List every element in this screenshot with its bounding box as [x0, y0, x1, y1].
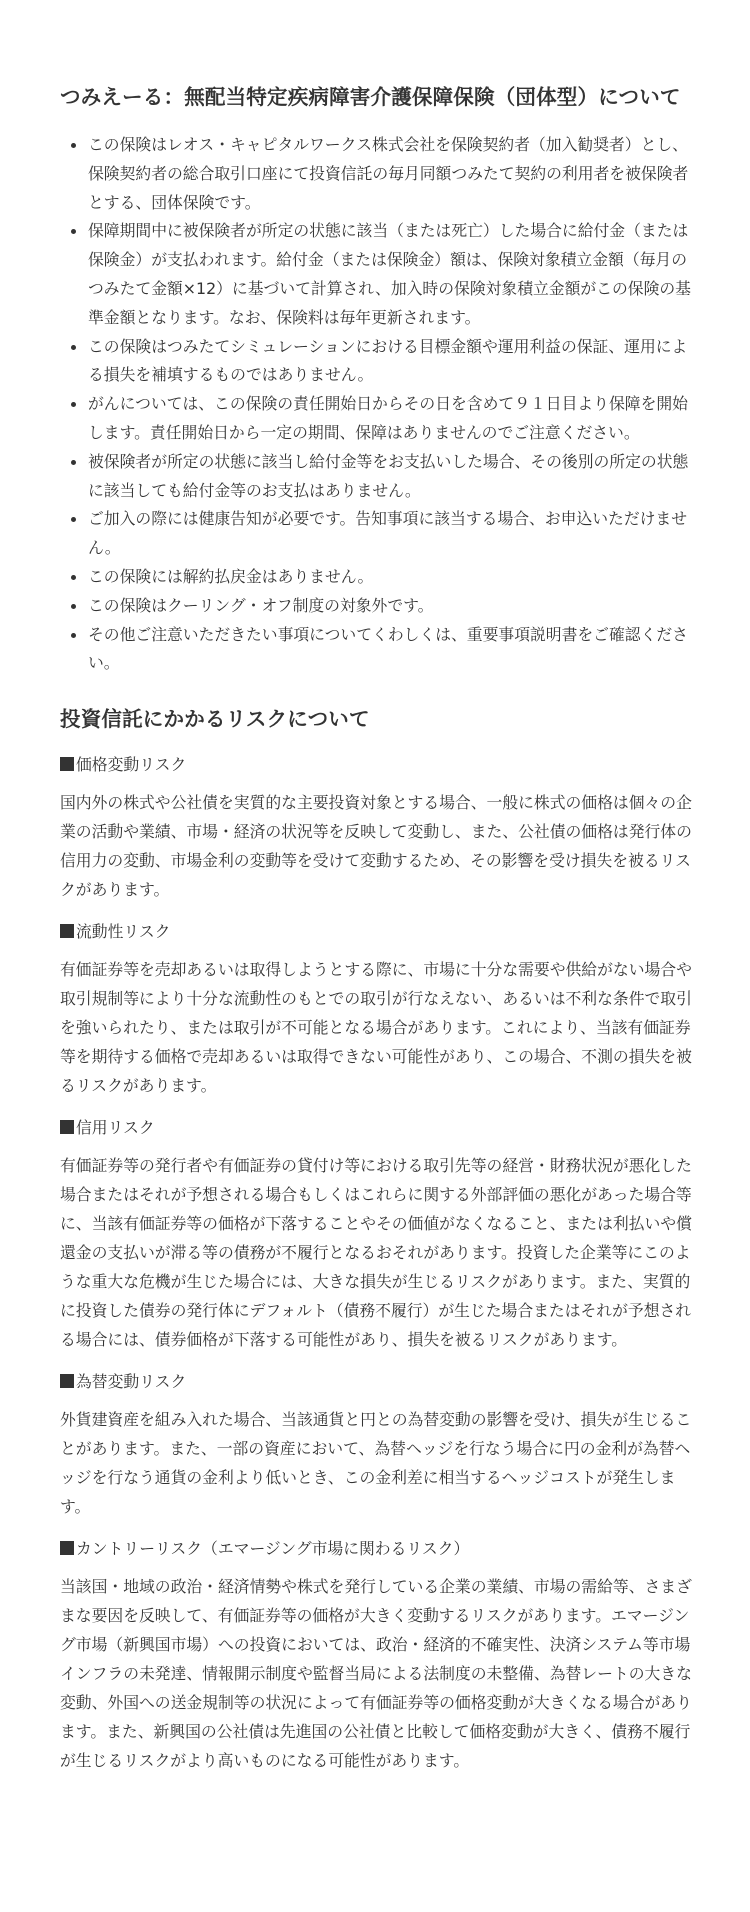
square-bullet-icon [60, 757, 74, 771]
risk-liquidity [60, 920, 694, 1100]
insurance-note: この保険はつみたてシミュレーションにおける目標金額や運用利益の保証、運用による損失を補填するものではありません。 [88, 333, 694, 391]
risk-description: 有価証券等を売却あるいは取得しようとする際に、市場に十分な需要や供給がない場合や取引規制等により十分な流動性のもとでの取引が行なえない、あるいは不利な条件で取引を強いられたり、または取引が不可能となる場合があります。これにより、当該有価証券等を期待する価格で売却あるいは取得できない可能性があり、この場合、不測の損失を被るリスクがあります。 [60, 960, 692, 1096]
square-bullet-icon [60, 1120, 74, 1134]
risk-description: 有価証券等の発行者や有価証券の貸付け等における取引先等の経営・財務状況が悪化した場合またはそれが予想される場合もしくはこれらに関する外部評価の悪化があった場合等に、当該有価証券等の価格が下落することやその価値がなくなること、または利払いや償還金の支払いが滞る等の債務が不履行となるおそれがあります。投資した企業等にこのような重大な危機が生じた場合には、大きな損失が生じるリスクがあります。また、実質的に投資した債券の発行体にデフォルト（債務不履行）が生じた場合またはそれが予想される場合には、債券価格が下落する可能性があり、損失を被るリスクがあります。 [60, 1156, 692, 1350]
risk-heading-label: 為替変動リスク [76, 1372, 187, 1392]
insurance-note: この保険はレオス・キャピタルワークス株式会社を保険契約者（加入勧奨者）とし、保険契約者の総合取引口座にて投資信託の毎月同額つみたて契約の利用者を被保険者とする、団体保険です。 [88, 131, 694, 217]
risk-heading [60, 1370, 694, 1394]
insurance-note: その他ご注意いただきたい事項についてくわしくは、重要事項説明書をご確認ください。 [88, 621, 694, 679]
risk-description: 国内外の株式や公社債を実質的な主要投資対象とする場合、一般に株式の価格は個々の企業の活動や業績、市場・経済の状況等を反映して変動し、また、公社債の価格は発行体の信用力の変動、市場金利の変動等を受けて変動するため、その影響を受け損失を被るリスクがあります。 [60, 793, 692, 900]
risk-heading [60, 1537, 694, 1561]
risk-credit [60, 1116, 694, 1354]
risk-country [60, 1537, 694, 1775]
risk-heading-label: 価格変動リスク [76, 755, 187, 775]
insurance-section-title: つみえーる：無配当特定疾病障害介護保障保険（団体型）について [60, 85, 681, 109]
insurance-note: 保障期間中に被保険者が所定の状態に該当（または死亡）した場合に給付金（または保険金）が支払われます。給付金（または保険金）額は、保険対象積立金額（毎月のつみたて金額×12）に基づいて計算され、加入時の保険対象積立金額がこの保険の基準金額となります。なお、保険料は毎年更新されます。 [88, 217, 694, 332]
insurance-note: 被保険者が所定の状態に該当し給付金等をお支払いした場合、その後別の所定の状態に該当しても給付金等のお支払はありません。 [88, 448, 694, 506]
insurance-notes-list [60, 131, 694, 678]
risk-heading [60, 1116, 694, 1140]
risk-price-fluctuation [60, 753, 694, 904]
square-bullet-icon [60, 1541, 74, 1555]
square-bullet-icon [60, 924, 74, 938]
insurance-note: ご加入の際には健康告知が必要です。告知事項に該当する場合、お申込いただけません。 [88, 505, 694, 563]
risk-heading [60, 920, 694, 944]
risk-heading-label: 流動性リスク [76, 922, 171, 942]
square-bullet-icon [60, 1374, 74, 1388]
risk-heading-label: カントリーリスク（エマージング市場に関わるリスク） [76, 1539, 470, 1559]
insurance-note: この保険には解約払戻金はありません。 [88, 563, 694, 592]
risk-section-title: 投資信託にかかるリスクについて [60, 707, 370, 732]
risk-description: 当該国・地域の政治・経済情勢や株式を発行している企業の業績、市場の需給等、さまざまな要因を反映して、有価証券等の価格が大きく変動するリスクがあります。エマージング市場（新興国市場）への投資においては、政治・経済的不確実性、決済システム等市場インフラの未発達、情報開示制度や監督当局による法制度の未整備、為替レートの大きな変動、外国への送金規制等の状況によって有価証券等の価格変動が大きくなる場合があります。また、新興国の公社債は先進国の公社債と比較して価格変動が大きく、債務不履行が生じるリスクがより高いものになる可能性があります。 [60, 1577, 692, 1771]
risk-description: 外貨建資産を組み入れた場合、当該通貨と円との為替変動の影響を受け、損失が生じることがあります。また、一部の資産において、為替ヘッジを行なう場合に円の金利が為替ヘッジを行なう通貨の金利より低いとき、この金利差に相当するヘッジコストが発生します。 [60, 1410, 692, 1517]
insurance-note: この保険はクーリング・オフ制度の対象外です。 [88, 592, 694, 621]
risk-heading [60, 753, 694, 777]
risk-heading-label: 信用リスク [76, 1118, 155, 1138]
risk-exchange-rate [60, 1370, 694, 1521]
insurance-note: がんについては、この保険の責任開始日からその日を含めて９１日目より保障を開始します。責任開始日から一定の期間、保障はありませんのでご注意ください。 [88, 390, 694, 448]
